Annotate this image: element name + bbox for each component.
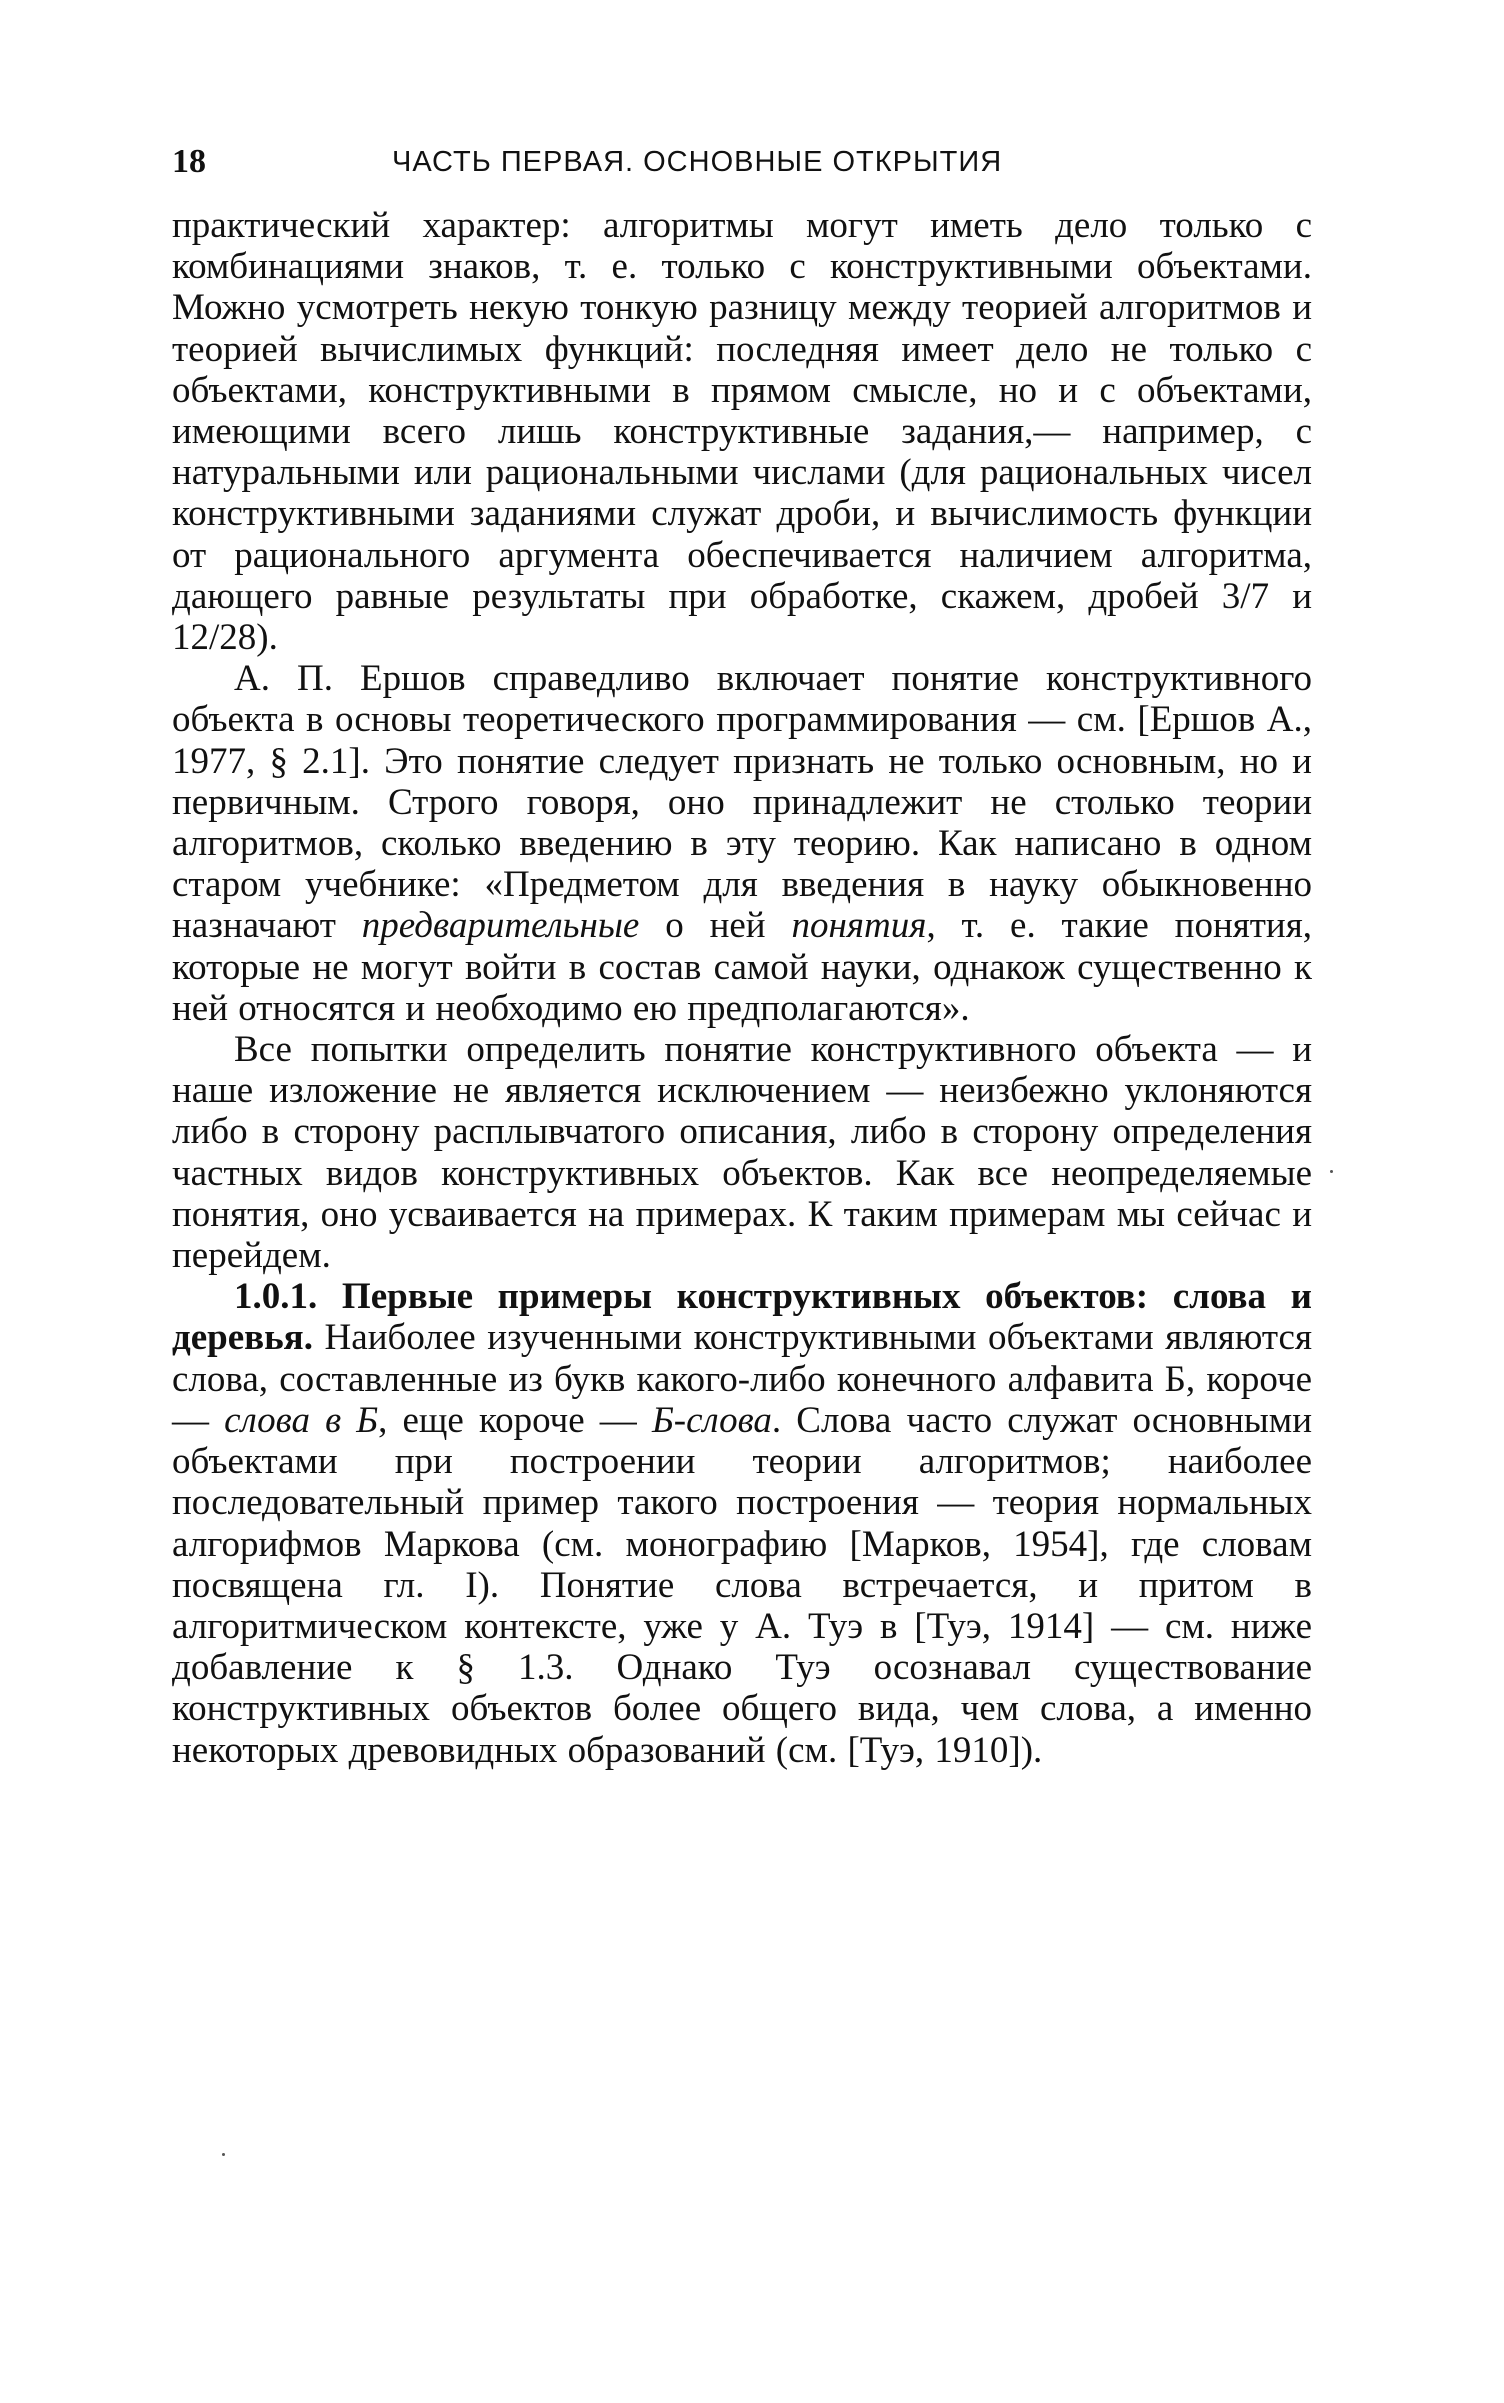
body-text <box>172 205 1312 1771</box>
paragraph-4 <box>172 1276 1312 1770</box>
paragraph-4-part-3: . Слова часто служат основными объектами при построении теории алгоритмов; наиболее последовательный пример такого построения — теория нормальных алгорифмов Маркова (см. монографию [Марков, 1954], где словам посвящена гл. I). Понятие слова встречается, и притом в алгоритмическом контексте, уже у А. Туэ в [Туэ, 1914] — см. ниже добавление к § 1.3. Однако Туэ осознавал существование конструктивных объектов более общего вида, чем слова, а именно некоторых древовидных образований (см. [Туэ, 1910]). <box>172 1399 1312 1771</box>
paragraph-4-italic-2: Б-слова <box>651 1399 772 1441</box>
page-number: 18 <box>172 143 206 180</box>
running-head <box>172 140 1312 184</box>
paragraph-2-italic-1: предварительные <box>361 905 640 947</box>
paragraph-4-part-2: , еще короче — <box>378 1399 652 1441</box>
paragraph-4-italic-1: слова в Б <box>224 1399 379 1441</box>
paragraph-1-text: практический характер: алгоритмы могут иметь дело только с комбинациями знаков, т. е. только с конструктивными объектами. Можно усмотреть некую тонкую разницу между теорией алгоритмов и теорией вычислимых функций: последняя имеет дело не только с объектами, конструктивными в прямом смысле, но и с объектами, имеющими всего лишь конструктивные задания,— например, с натуральными или рациональными числами (для рациональных чисел конструктивными заданиями служат дроби, и вычислимость функции от рационального аргумента обеспечивается наличием алгоритма, дающего равные результаты при обработке, скажем, дробей 3/7 и 12/28). <box>172 205 1312 659</box>
paragraph-2-italic-2: понятия <box>791 905 927 947</box>
paragraph-1 <box>172 205 1312 658</box>
section-heading: 1.0.1. Первые примеры конструктивных объектов: слова и деревья. <box>172 1276 1312 1359</box>
paragraph-2-part-2: о ней <box>639 905 792 947</box>
scan-speck <box>1330 1170 1333 1173</box>
paragraph-2 <box>172 658 1312 1029</box>
paragraph-3-text: Все попытки определить понятие конструктивного объекта — и наше изложение не является исключением — неизбежно уклоняются либо в сторону расплывчатого описания, либо в сторону определения частных видов конструктивных объектов. Как все неопределяемые понятия, оно усваивается на примерах. К таким примерам мы сейчас и перейдем. <box>172 1029 1312 1277</box>
paragraph-2-part-3: , т. е. такие понятия, которые не могут войти в состав самой науки, однакож существенно к ней относятся и необходимо ею предполагаются». <box>172 905 1313 1029</box>
running-title: ЧАСТЬ ПЕРВАЯ. ОСНОВНЫЕ ОТКРЫТИЯ <box>392 146 1003 178</box>
paragraph-4-part-1: Наиболее изученными конструктивными объектами являются слова, составленные из букв какого-либо конечного алфавита Б, короче — <box>172 1317 1312 1441</box>
paragraph-3 <box>172 1029 1312 1276</box>
paragraph-2-part-1: А. П. Ершов справедливо включает понятие конструктивного объекта в основы теоретического программирования — см. [Ершов А., 1977, § 2.1]. Это понятие следует признать не только основным, но и первичным. Строго говоря, оно принадлежит не столько теории алгоритмов, сколько введению в эту теорию. Как написано в одном старом учебнике: «Предметом для введения в науку обыкновенно назначают <box>172 658 1312 947</box>
scan-speck <box>222 2153 225 2156</box>
